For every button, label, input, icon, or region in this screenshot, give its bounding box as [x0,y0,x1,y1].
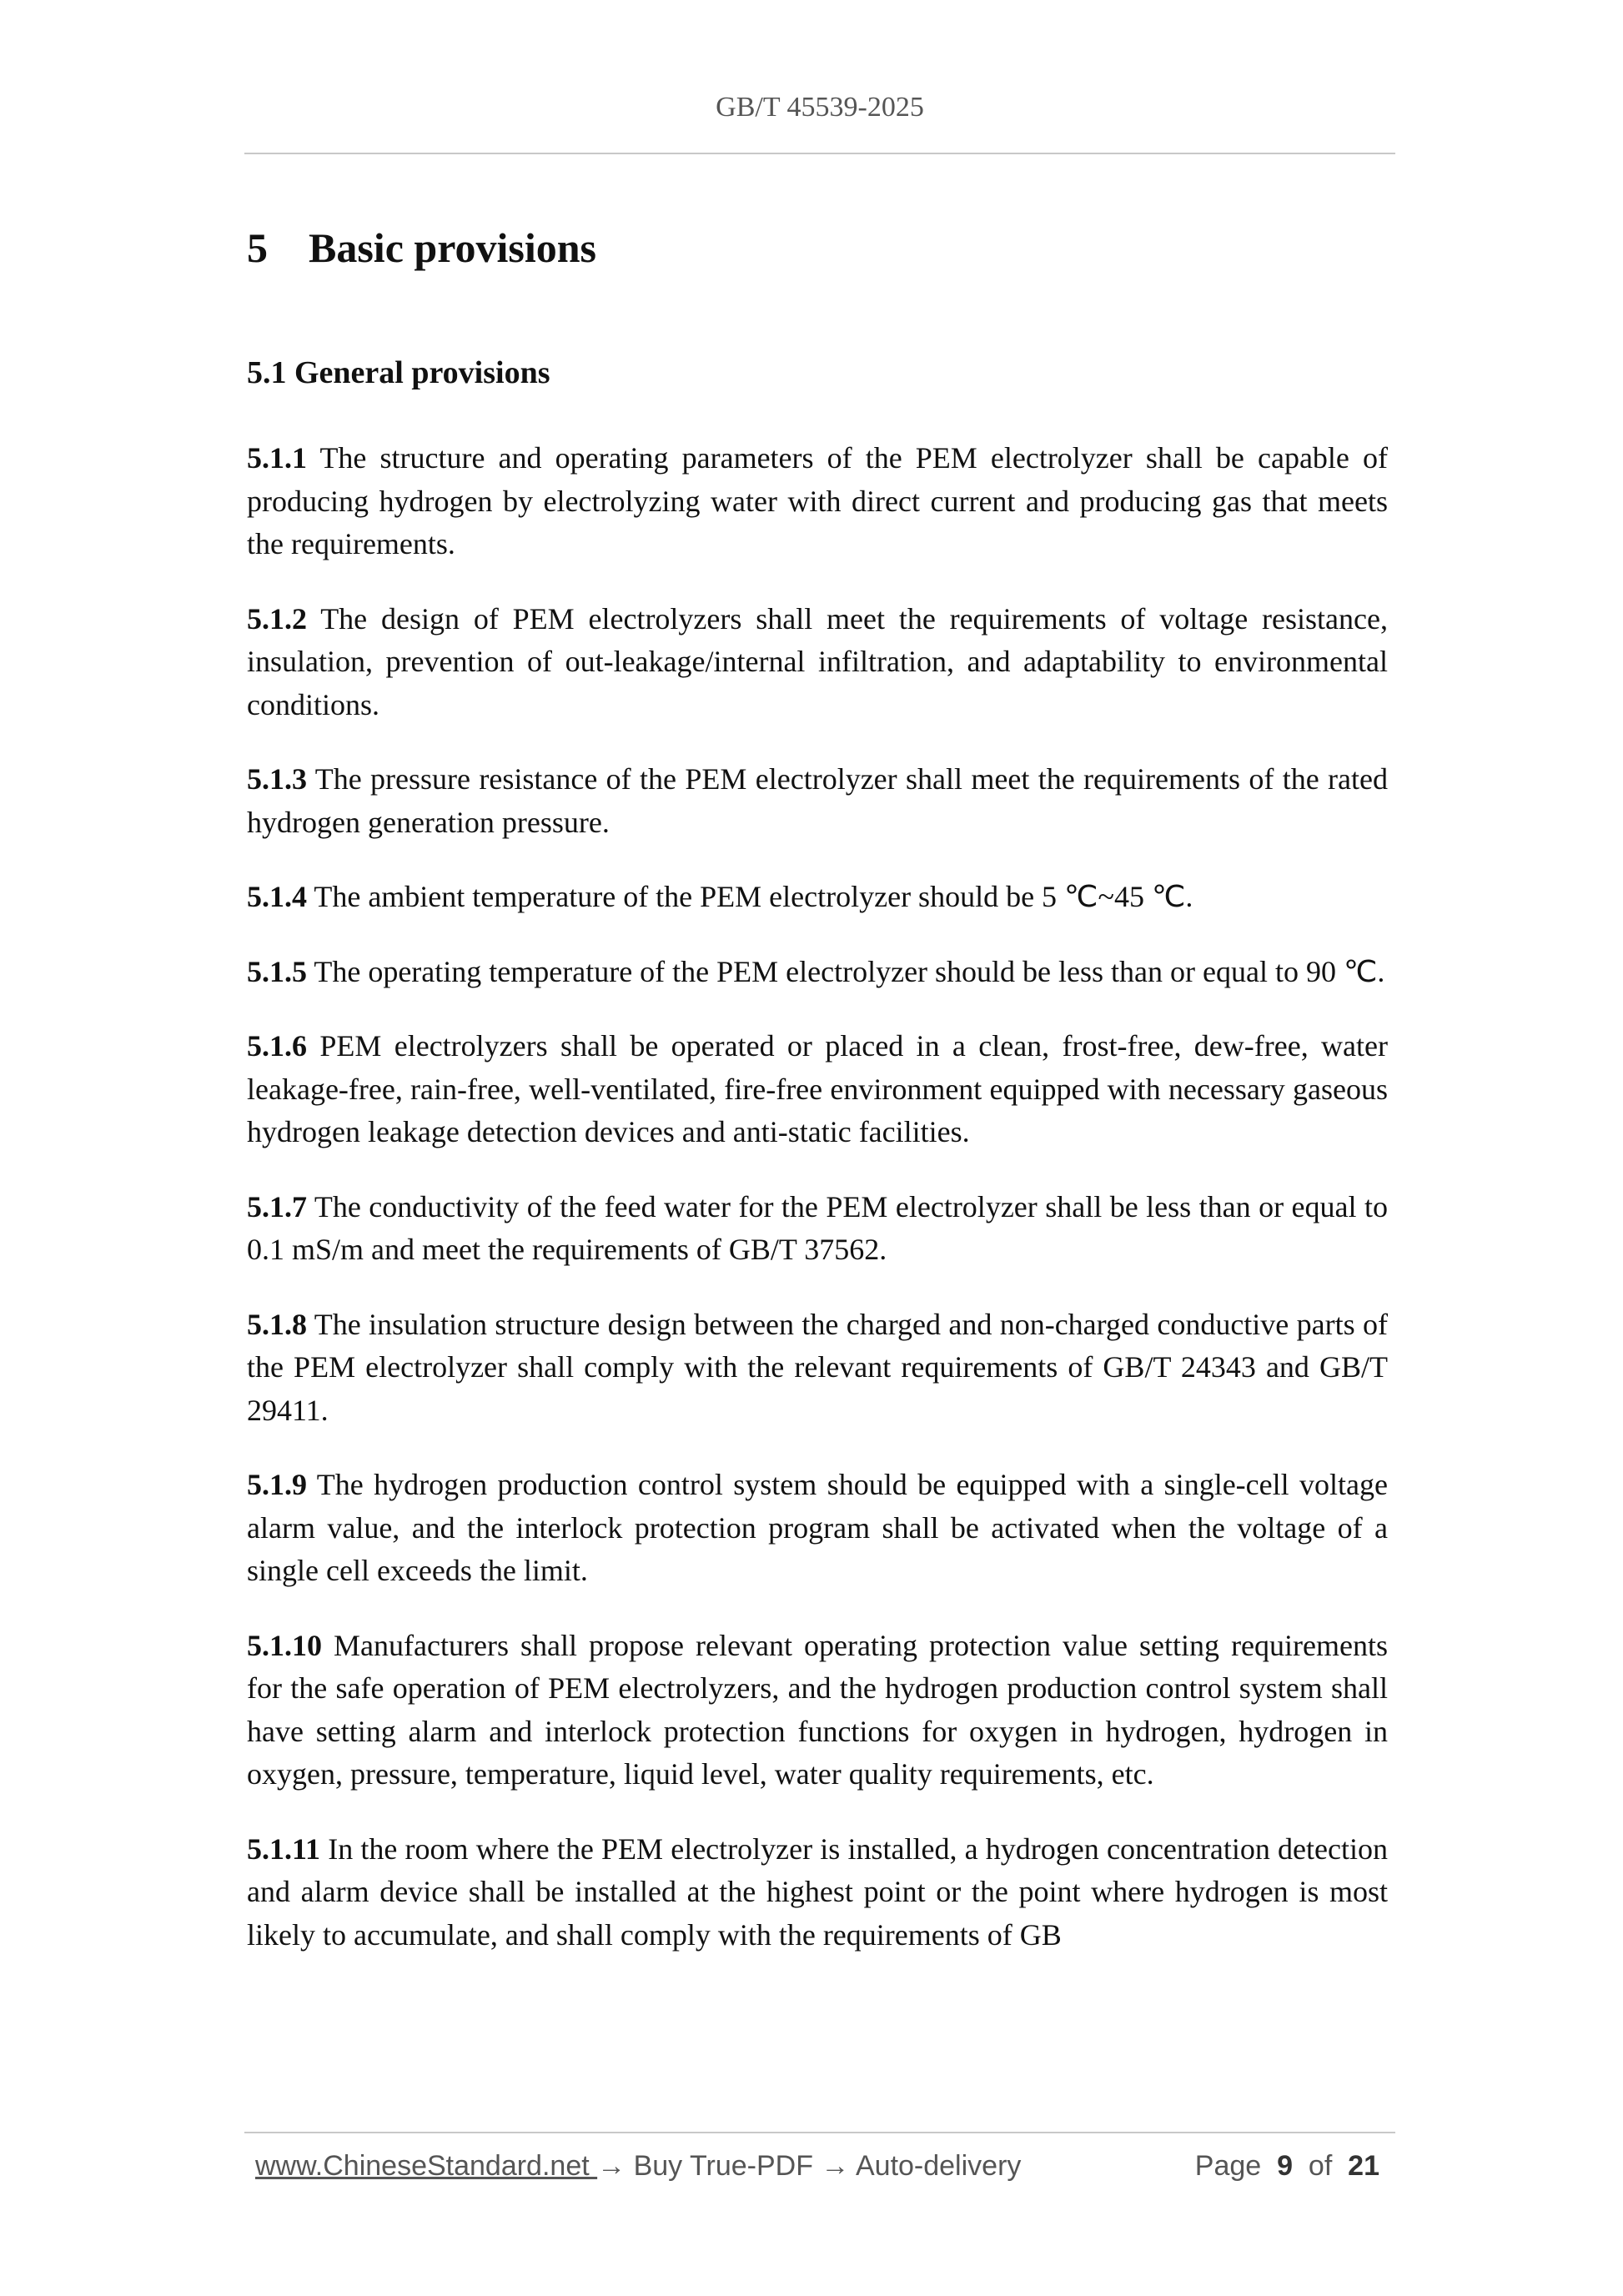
clause-5-1-5 [247,951,1388,994]
section-title: Basic provisions [309,224,596,271]
clause-5-1-6 [247,1025,1388,1154]
clause-5-1-1 [247,437,1388,566]
page-number: 9 [1277,2150,1293,2182]
clause-5-1-2 [247,598,1388,727]
page-footer [255,2150,1379,2183]
website-link[interactable]: www.ChineseStandard.net [255,2150,598,2182]
arrow-right-icon: → [597,2150,626,2182]
clause-number: 5.1.8 [247,1307,307,1341]
subsection-heading: 5.1 General provisions [247,355,550,390]
clause-text: Manufacturers shall propose relevant operating protection value setting requirements for the safe operation of PEM electrolyzers, and the hydrogen production control system shall have setting alarm and interlock protection functions for oxygen in hydrogen, hydrogen in oxygen, pressure, temperature, liquid level, water quality requirements, etc. [247,1628,1388,1791]
clause-text: The operating temperature of the PEM electrolyzer should be less than or equal to 90 ℃. [314,954,1385,988]
clause-5-1-7 [247,1186,1388,1272]
clause-5-1-11 [247,1828,1388,1957]
page-content [247,219,1388,1988]
clause-number: 5.1.3 [247,762,307,796]
section-number: 5 [247,224,268,271]
clause-5-1-3 [247,758,1388,844]
page-label: Page [1194,2150,1262,2182]
total-pages: 21 [1348,2150,1379,2182]
clause-number: 5.1.2 [247,601,307,636]
of-label: of [1308,2150,1333,2182]
clause-text: The design of PEM electrolyzers shall meet the requirements of voltage resistance, insulation, prevention of out-leakage/internal infiltration, and adaptability to environmental conditions. [247,601,1388,721]
clause-text: PEM electrolyzers shall be operated or placed in a clean, frost-free, dew-free, water leakage-free, rain-free, well-ventilated, fire-free environment equipped with necessary gaseous hydrogen leakage detection devices and anti-static facilities. [247,1029,1389,1148]
footer-tagline [626,2150,1021,2182]
section-heading [247,219,1388,277]
clause-list [247,437,1388,1957]
clause-5-1-9 [247,1464,1388,1593]
clause-text: The ambient temperature of the PEM electrolyzer should be 5 ℃~45 ℃. [314,880,1193,913]
auto-delivery-text: Auto-delivery [849,2150,1022,2182]
clause-number: 5.1.4 [247,880,307,913]
buy-true-pdf-text: Buy True-PDF [626,2150,822,2182]
clause-number: 5.1.5 [247,954,307,988]
footer-divider [244,2132,1395,2133]
clause-text: The hydrogen production control system should be equipped with a single-cell voltage alarm value, and the interlock protection program shall be activated when the voltage of a single cell exceeds the limit. [247,1468,1388,1587]
clause-5-1-8 [247,1304,1388,1433]
clause-text: The insulation structure design between the charged and non-charged conductive parts of the PEM electrolyzer shall comply with the relevant requirements of GB/T 24343 and GB/T 29411. [247,1307,1388,1427]
clause-number: 5.1.10 [247,1628,322,1662]
clause-number: 5.1.7 [247,1189,307,1223]
clause-number: 5.1.11 [247,1831,321,1866]
arrow-right-icon: → [821,2150,850,2182]
clause-text: The pressure resistance of the PEM electrolyzer shall meet the requirements of the rated hydrogen generation pressure. [247,762,1388,839]
clause-number: 5.1.9 [247,1468,307,1501]
clause-5-1-4 [247,876,1388,919]
clause-number: 5.1.1 [247,441,307,475]
clause-number: 5.1.6 [247,1029,307,1063]
clause-5-1-10 [247,1625,1388,1796]
clause-text: The structure and operating parameters of the PEM electrolyzer shall be capable of producing hydrogen by electrolyzing water with direct current and producing gas that meets the requirements. [247,441,1388,560]
page-indicator [1195,2150,1379,2183]
clause-text: In the room where the PEM electrolyzer is installed, a hydrogen concentration detection and alarm device shall be installed at the highest point or the point where hydrogen is most likely to accumulate, and shall comply with the requirements of GB [247,1831,1388,1952]
header-divider [244,153,1395,154]
page-header: GB/T 45539-2025 [716,92,924,123]
clause-text: The conductivity of the feed water for the PEM electrolyzer shall be less than or equal to 0.1 mS/m and meet the requirements of GB/T 37562. [247,1189,1388,1266]
